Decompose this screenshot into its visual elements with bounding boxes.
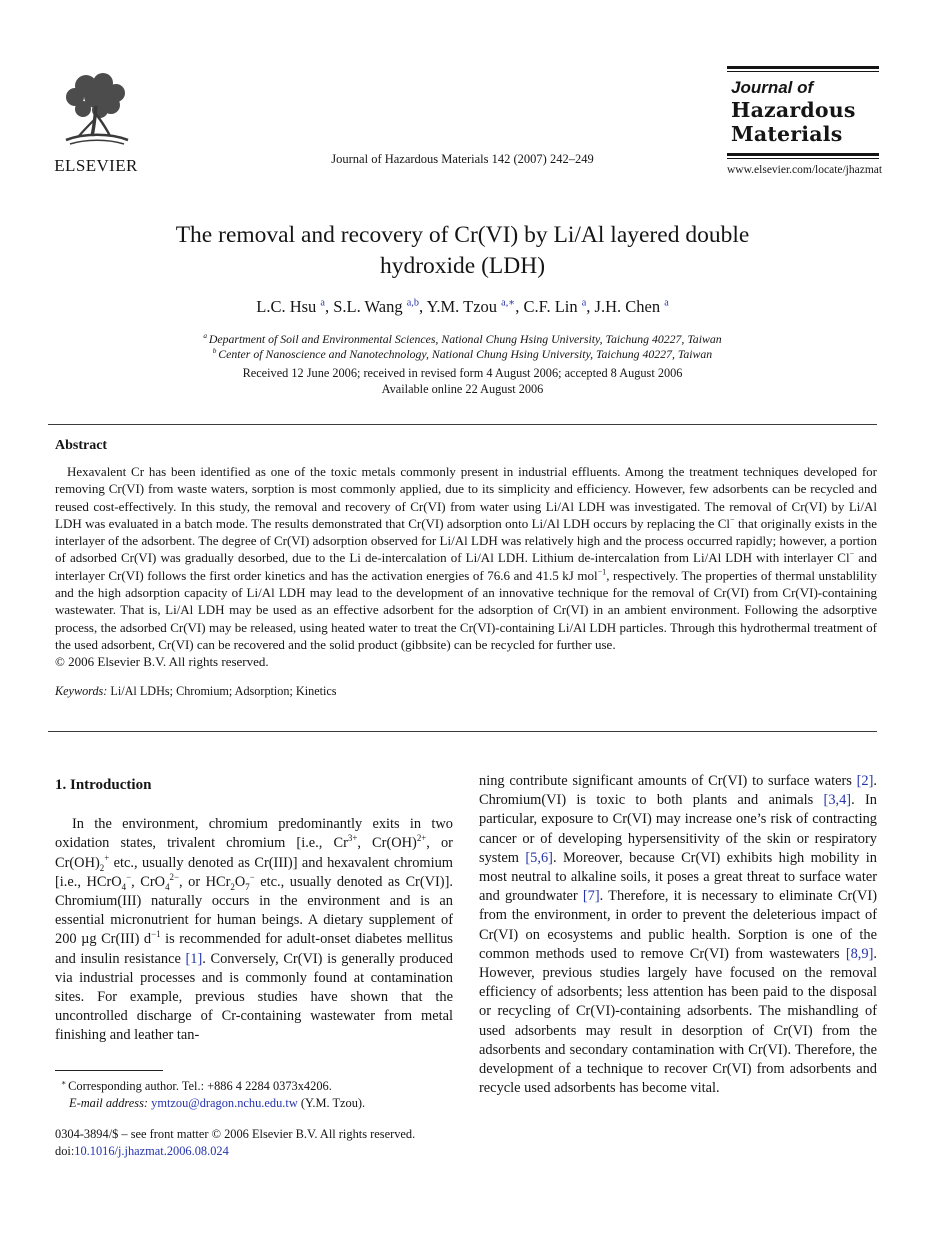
text-segment: Keywords: <box>55 683 108 698</box>
intro-left-paragraph <box>55 815 453 1045</box>
text-segment: Department of Soil and Environmental Sciences, National Chung Hsing University, Taichung 40227, Taiwan <box>208 332 722 346</box>
text-segment: , S.L. Wang <box>324 297 407 316</box>
affiliation-ref[interactable]: a,b <box>406 297 419 309</box>
text-segment: is recommended for adult-onset diabetes mellitus and insulin resistance <box>55 931 453 967</box>
journal-logo-line2: Hazardous <box>731 98 856 122</box>
text-segment: + <box>104 852 110 863</box>
text-segment: 4 <box>165 881 170 892</box>
text-segment: . Conversely, Cr(VI) is generally produced via industrial processes and is commonly found at contamination sites. For example, previous studies have shown that the uncontrolled discharge of Cr-containing wastewater from metal finishing and leather tan- <box>55 950 453 1044</box>
affiliations <box>0 332 925 362</box>
elsevier-tree-icon <box>54 70 138 150</box>
authors-line <box>0 297 925 317</box>
text-segment: , Y.M. Tzou <box>418 297 502 316</box>
text-segment: 3+ <box>347 833 358 844</box>
text-segment: a <box>203 331 209 341</box>
affiliation-a <box>0 332 925 347</box>
text-segment: 4 <box>121 881 127 892</box>
imprint-block <box>55 1126 555 1160</box>
logo-bottom-rule <box>727 153 879 159</box>
citation-ref[interactable]: [2] <box>856 773 874 789</box>
footnote-rule <box>55 1070 163 1071</box>
text-segment: O <box>234 873 246 890</box>
body-columns <box>55 772 877 1098</box>
citation-ref[interactable]: [3,4] <box>823 792 852 809</box>
text-segment: E-mail address: <box>69 1095 152 1110</box>
divider-rule-bottom <box>48 731 877 732</box>
text-segment: etc., usually denoted as Cr(III)] and hexavalent chromium [i.e., HCrO <box>55 854 453 890</box>
section-heading-introduction: 1. Introduction <box>55 777 152 793</box>
affiliation-ref[interactable]: a,∗ <box>501 297 516 309</box>
journal-citation-line: Journal of Hazardous Materials 142 (2007) 242–249 <box>331 152 594 166</box>
journal-logo-line1: Journal of <box>731 78 814 97</box>
text-segment: Center of Nanoscience and Nanotechnology, National Chung Hsing University, Taichung 40227, Taiwan <box>218 347 713 361</box>
logo-top-rule <box>727 66 879 72</box>
text-segment: −1 <box>151 929 161 940</box>
text-segment: Li/Al LDHs; Chromium; Adsorption; Kinetics <box>107 683 337 698</box>
paper-title: The removal and recovery of Cr(VI) by Li/Al layered double hydroxide (LDH) <box>175 222 750 279</box>
abstract-section <box>55 438 877 699</box>
text-segment: ning contribute significant amounts of Cr(VI) to surface waters <box>479 773 857 789</box>
citation-ref[interactable]: [7] <box>582 888 600 905</box>
text-segment: 2 <box>230 881 235 892</box>
text-segment: , Cr(OH) <box>357 835 417 852</box>
email-line <box>55 1095 465 1112</box>
citation-ref[interactable]: [8,9] <box>845 945 874 962</box>
hyperlink[interactable]: ymtzou@dragon.nchu.edu.tw <box>151 1095 298 1110</box>
text-segment: . However, previous studies largely have focused on the removal efficiency of adsorbents; less attention has been paid to the disposal or recycling of Cr(VI)-containing adsorbents. The mishandling of used adsorbents may result in desorption of Cr(VI) from the adsorbents and secondary contamination with Cr(VI). Therefore, the development of a technique to recover Cr(VI) from adsorbents and recycle used adsorbents has become vital. <box>479 945 877 1097</box>
text-segment: b <box>212 346 219 356</box>
text-segment: 2 <box>99 862 105 873</box>
text-segment: . In particular, exposure to Cr(VI) may increase one’s risk of contracting cancer or of developing hypersensitivity of the skin or respiratory system <box>479 792 877 866</box>
journal-logo-line3: Materials <box>731 122 843 146</box>
text-segment: (Y.M. Tzou). <box>297 1095 366 1110</box>
copyright-line: © 2006 Elsevier B.V. All rights reserved. <box>55 654 269 670</box>
text-segment: − <box>849 550 855 560</box>
footnote-block <box>55 1070 465 1111</box>
text-segment: , CrO <box>131 873 166 890</box>
corresponding-author-note <box>55 1078 465 1095</box>
text-segment: 2− <box>169 872 179 883</box>
citation-ref[interactable]: [1] <box>185 950 203 967</box>
affiliation-ref[interactable]: a <box>664 297 669 309</box>
issn-line: 0304-3894/$ – see front matter © 2006 Elsevier B.V. All rights reserved. <box>55 1127 416 1141</box>
citation-ref[interactable]: [5,6] <box>525 849 553 866</box>
divider-rule-top <box>48 424 877 425</box>
text-segment: − <box>730 515 735 525</box>
text-segment: − <box>249 872 255 883</box>
text-segment: Corresponding author. Tel.: +886 4 2284 0373x4206. <box>68 1079 332 1093</box>
text-segment: etc., usually denoted as Cr(VI)]. Chromium(III) naturally occurs in the environment and is an essential micronutrient for human beings. A dietary supplement of 200 µg Cr(III) d <box>55 873 453 948</box>
text-segment: −1 <box>597 567 607 577</box>
text-segment: 2+ <box>416 833 427 844</box>
text-segment: doi: <box>55 1144 75 1158</box>
keywords-line <box>55 684 877 699</box>
text-segment: In the environment, chromium predominantly exits in two oxidation states, trivalent chromium [i.e., Cr <box>55 816 453 852</box>
text-segment: and interlayer Cr(VI) follows the first order kinetics and has the activation energies of 76.6 and 41.5 kJ mol <box>55 550 877 583</box>
affiliation-ref[interactable]: a <box>320 297 325 309</box>
right-column <box>479 772 877 1098</box>
text-segment: Hexavalent Cr has been identified as one of the toxic metals commonly present in industrial effluents. Among the treatment techniques developed for removing Cr(VI) from waste waters, sorption is most commonly applied, due to its simplicity and efficiency. However, few adsorbents can be recycled and reused cost-effectively. In this study, the removal and recovery of Cr(VI) from water using Li/Al LDH was investigated. The removal of Cr(VI) by Li/Al LDH was evaluated in a batch mode. The results demonstrated that Cr(VI) adsorption onto Li/Al LDH occurs by replacing the Cl <box>55 464 877 531</box>
abstract-text <box>55 463 877 653</box>
doi-line <box>55 1143 555 1160</box>
text-segment: , or Cr(OH) <box>55 835 453 871</box>
text-segment: ∗ <box>61 1077 69 1087</box>
intro-right-paragraph <box>479 772 877 1098</box>
text-segment: . Therefore, it is necessary to eliminate Cr(VI) from the environment, in order to prevent the deleterious impact of Cr(VI) on ecosystems and public health. Sorption is one of the common methods used to remove Cr(VI) from wastewaters <box>479 888 878 962</box>
text-segment: , C.F. Lin <box>515 297 582 316</box>
hyperlink[interactable]: 10.1016/j.jhazmat.2006.08.024 <box>74 1144 229 1158</box>
text-segment: , respectively. The properties of thermal unstablility and the high adsorption capacity of Li/Al LDH may lead to the development of an innovative technique for the removal of Cr(VI) from Cr(VI)-containing wastewater. That is, Li/Al LDH may be used as an effective adsorbent for the adsorption of Cr(VI) in an ambient environment. Following the adsorptive process, the adsorbed Cr(VI) may be released, using heated water to treat the Cr(VI)-containing Li/Al LDH particles. Through this hydrothermal treatment of the used adsorbent, Cr(VI) can be recovered and the solid product (gibbsite) can be recycled for further use. <box>55 567 878 652</box>
abstract-heading: Abstract <box>55 438 108 453</box>
received-line: Received 12 June 2006; received in revised form 4 August 2006; accepted 8 August 2006 <box>242 366 683 380</box>
affiliation-b <box>0 347 925 362</box>
text-segment: that originally exists in the interlayer of the adsorbent. The degree of Cr(VI) adsorption observed for Li/Al LDH was relatively high and the process occurred rapidly; however, a portion of adsorbed Cr(VI) was gradually desorbed, due to the Li de-intercalation of Li/Al LDH. Lithium de-intercalation from Li/Al LDH with interlayer Cl <box>55 515 877 566</box>
publisher-wordmark: ELSEVIER <box>54 156 138 175</box>
article-history <box>0 365 925 397</box>
text-segment: L.C. Hsu <box>256 297 321 316</box>
left-column <box>55 772 453 1098</box>
text-segment: − <box>126 872 132 883</box>
affiliation-ref[interactable]: a <box>581 297 587 309</box>
text-segment: . Moreover, because Cr(VI) exhibits high mobility in most neutral to alkaline soils, it poses a great threat to surface water and groundwater <box>479 849 877 905</box>
text-segment: . Chromium(VI) is toxic to both plants and animals <box>479 773 877 809</box>
text-segment: , or HCr <box>179 873 231 890</box>
available-online-line: Available online 22 August 2006 <box>381 382 544 396</box>
journal-website: www.elsevier.com/locate/jhazmat <box>727 164 883 176</box>
journal-logo <box>727 66 883 176</box>
text-segment: , J.H. Chen <box>586 297 665 316</box>
text-segment: 7 <box>245 881 250 892</box>
